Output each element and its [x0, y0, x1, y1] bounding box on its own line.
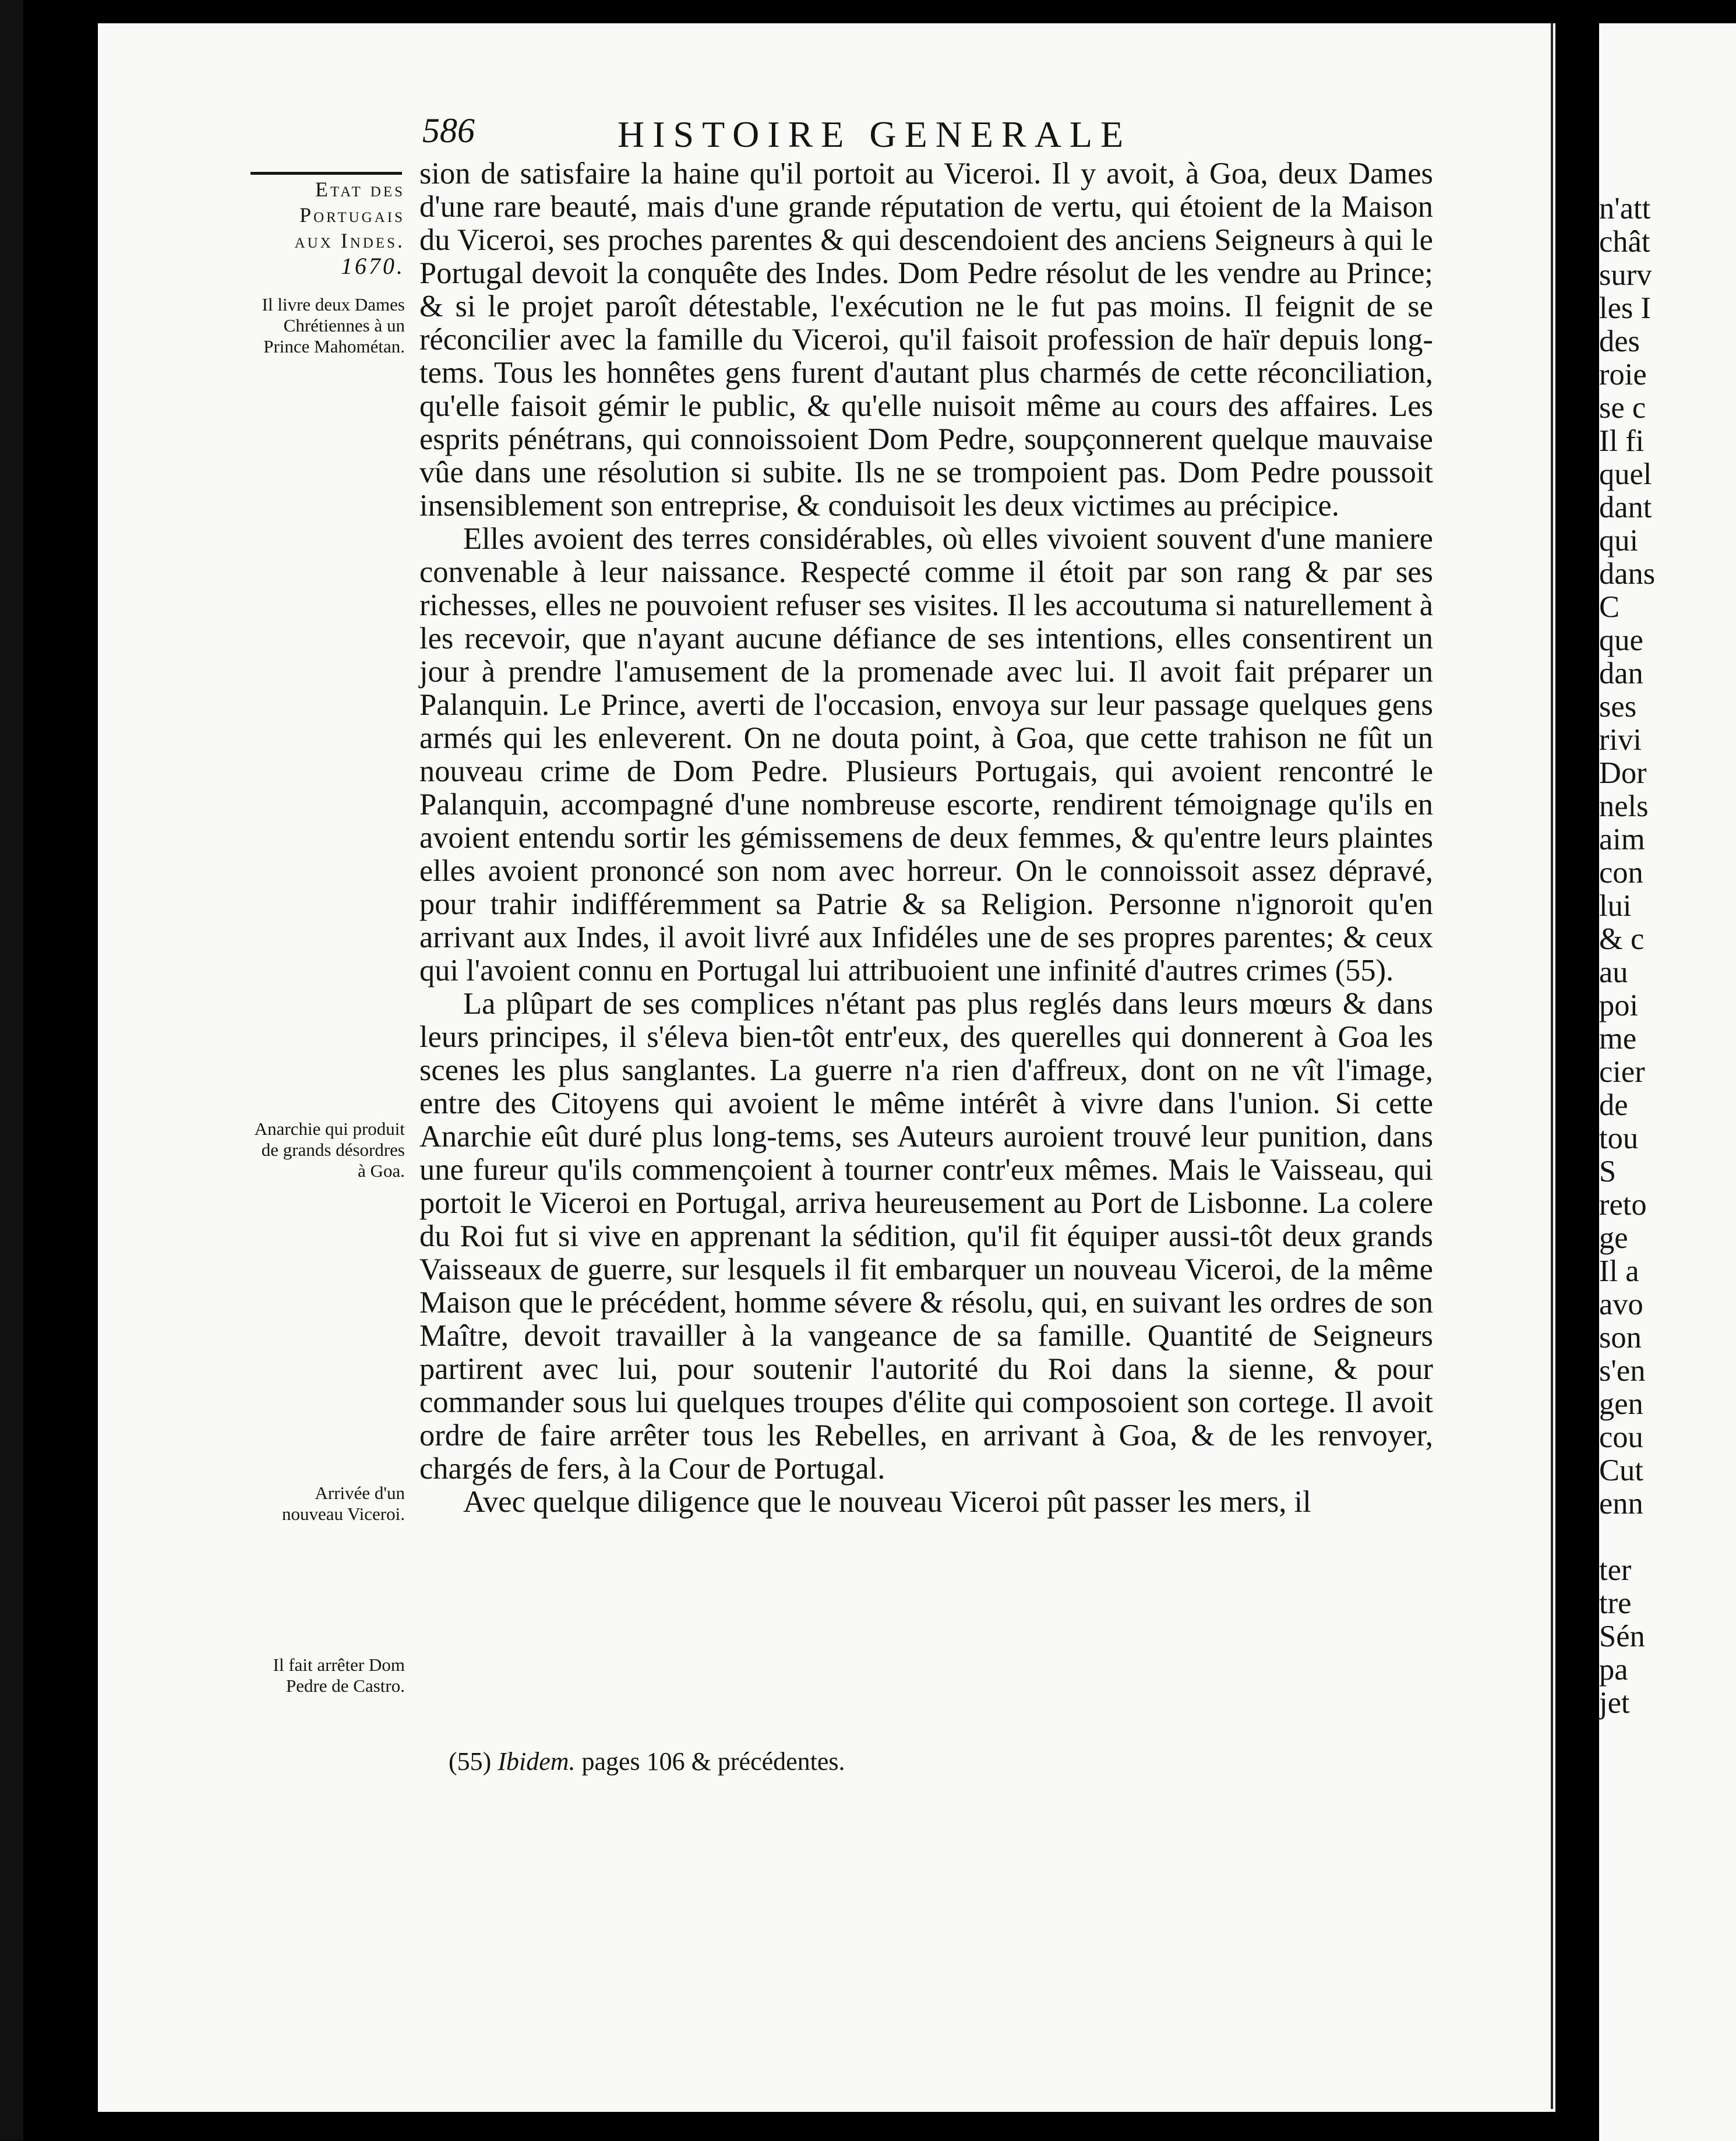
right-page-line: reto [1599, 1188, 1647, 1222]
right-page-line: tre [1599, 1586, 1632, 1620]
page-gutter [1551, 23, 1553, 2109]
right-page-line: les I [1599, 291, 1651, 325]
right-page-line: n'att [1599, 192, 1651, 225]
scan-left-border [0, 0, 23, 2140]
section-title [250, 177, 405, 279]
section-title-line: aux Indes. [294, 229, 405, 252]
right-page-text [1599, 192, 1736, 1720]
right-page-line: de [1599, 1088, 1628, 1122]
right-page-line: dant [1599, 491, 1652, 524]
right-page-line: con [1599, 856, 1643, 890]
section-title-line: Etat des [315, 178, 405, 201]
paragraph: La plûpart de ses complices n'étant pas plus reglés dans leurs mœurs & dans leurs principes, il s'éleva bien-tôt entr'eux, des querelles qui donnerent à Goa les scenes les plus sanglantes. La guerre n'a rien d'affreux, dont on ne vît l'image, entre des Citoyens qui avoient le même intérêt à vivre dans l'union. Si cette Anarchie eût duré plus long-tems, ses Auteurs auroient trouvé leur punition, dans une fureur qu'ils commençoient à tourner contr'eux mêmes. Mais le Vaisseau, qui portoit le Viceroi en Portugal, arriva heureusement au Port de Lisbonne. La colere du Roi fut si vive en apprenant la sédition, qu'il fit équiper aussi-tôt deux grands Vaisseaux de guerre, sur lesquels il fit embarquer un nouveau Viceroi, de la même Maison que le précédent, homme sévere & résolu, qui, en suivant les ordres de son Maître, devoit travailler à la vangeance de sa famille. Quantité de Seigneurs partirent avec lui, pour soutenir l'autorité du Roi dans la sienne, & pour commander sous lui quelques troupes d'élite qui composoient son cortege. Il avoit ordre de faire arrêter tous les Rebelles, en arrivant à Goa, & de les renvoyer, chargés de fers, à la Cour de Portugal. [419, 987, 1433, 1486]
right-page-line: dans [1599, 557, 1656, 591]
section-title-line: Portugais [299, 203, 405, 227]
right-page-line: enn [1599, 1487, 1643, 1521]
right-page-line: Il a [1599, 1254, 1639, 1288]
right-page-line: lui [1599, 889, 1632, 923]
margin-note-dames: Il livre deux Dames Chrétiennes à un Prince Mahométan. [262, 294, 405, 357]
right-page-line: S [1599, 1155, 1617, 1188]
right-page-line: Cut [1599, 1454, 1643, 1487]
margin-rule [250, 172, 402, 175]
margin-note-anarchie: Anarchie qui produit de grands désordres à Goa. [254, 1119, 405, 1181]
right-page-line: qui [1599, 524, 1639, 558]
footnote-number: (55) [449, 1747, 492, 1776]
footnote-ref: Ibidem. [497, 1747, 576, 1776]
margin-note-arret: Il fait arrêter Dom Pedre de Castro. [273, 1655, 405, 1696]
paragraph: Avec quelque diligence que le nouveau Viceroi pût passer les mers, il [463, 1485, 1311, 1519]
right-page-line: ge [1599, 1221, 1628, 1255]
year: 1670. [341, 253, 405, 279]
right-page-line: & c [1599, 922, 1645, 956]
right-page-line: au [1599, 955, 1628, 989]
right-page-line: poi [1599, 989, 1639, 1022]
running-title: HISTOIRE GENERALE [618, 114, 1132, 155]
right-page-line: C [1599, 590, 1620, 624]
right-page-line: Il fi [1599, 424, 1645, 458]
right-page-line: avo [1599, 1288, 1643, 1321]
paragraph: Elles avoient des terres considérables, où elles vivoient souvent d'une maniere convenable à leur naissance. Respecté comme il étoit par son rang & par ses richesses, elles ne pouvoient refuser ses visites. Il les accoutuma si naturellement à les recevoir, que n'ayant aucune défiance de ses intentions, elles consentirent un jour à prendre l'amusement de la promenade avec lui. Il avoit fait préparer un Palanquin. Le Prince, averti de l'occasion, envoya sur leur passage quelques gens armés qui les enleverent. On ne douta point, à Goa, que cette trahison ne fût un nouveau crime de Dom Pedre. Plusieurs Portugais, qui avoient rencontré le Palanquin, accompagné d'une nombreuse escorte, rendirent témoignage qu'ils en avoient entendu sortir les gémissemens de deux femmes, & qu'entre leurs plaintes elles avoient prononcé son nom avec horreur. On le connoissoit assez dépravé, pour trahir indifféremment sa Patrie & sa Religion. Personne n'ignoroit qu'en arrivant aux Indes, il avoit livré aux Infidéles une de ses propres parentes; & ceux qui l'avoient connu en Portugal lui attribuoient une infinité d'autres crimes (55). [419, 522, 1433, 987]
right-page-line: son [1599, 1321, 1642, 1355]
page-header [408, 111, 1287, 163]
footnote [449, 1747, 845, 1776]
right-page-line: pa [1599, 1653, 1628, 1687]
paragraph: sion de satisfaire la haine qu'il portoit au Viceroi. Il y avoit, à Goa, deux Dames d'une rare beauté, mais d'une grande réputation de vertu, qui étoient de la Maison du Viceroi, ses proches parentes & qui descendoient des anciens Seigneurs à qui le Portugal devoit la conquête des Indes. Dom Pedre résolut de les vendre au Prince; & si le projet paroît détestable, l'exécution ne le fut pas moins. Il feignit de se réconcilier avec la famille du Viceroi, qu'il faisoit profession de haïr depuis long-tems. Tous les honnêtes gens furent d'autant plus charmés de cette réconciliation, qu'elle faisoit gémir le public, & qu'elle nuisoit même au cours des affaires. Les esprits pénétrans, qui connoissoient Dom Pedre, soupçonnerent quelque mauvaise vûe dans une résolution si subite. Ils ne se trompoient pas. Dom Pedre poussoit insensiblement son entreprise, & conduisoit les deux victimes au précipice. [419, 157, 1433, 523]
right-page-line: jet [1599, 1686, 1630, 1720]
right-page-line: dan [1599, 657, 1643, 690]
right-page-line: roie [1599, 358, 1647, 391]
body-text [419, 157, 1433, 1519]
right-page-line: tou [1599, 1121, 1639, 1155]
page-number: 586 [422, 111, 475, 150]
footnote-text: pages 106 & précédentes. [581, 1747, 845, 1776]
right-page-line: cier [1599, 1055, 1645, 1089]
right-page-line: des [1599, 324, 1640, 358]
right-page-line: surv [1599, 258, 1652, 292]
right-page-line: me [1599, 1022, 1637, 1056]
right-page-fragment [1599, 23, 1736, 2141]
right-page-line: cou [1599, 1420, 1643, 1454]
right-page-line: gen [1599, 1387, 1643, 1421]
right-page-line [1599, 1521, 1736, 1554]
right-page-line: s'en [1599, 1354, 1646, 1388]
right-page-line: ses [1599, 690, 1637, 724]
right-page-line: ter [1599, 1553, 1632, 1587]
right-page-line: chât [1599, 225, 1650, 259]
right-page-line: Sén [1599, 1620, 1645, 1653]
right-page-line: que [1599, 623, 1643, 657]
margin-note-viceroi: Arrivée d'un nouveau Viceroi. [281, 1483, 405, 1524]
right-page-line: rivi [1599, 723, 1642, 757]
right-page-line: se c [1599, 391, 1646, 425]
right-page-line: quel [1599, 457, 1652, 491]
right-page-line: Dor [1599, 756, 1647, 790]
right-page-line: nels [1599, 789, 1649, 823]
right-page-line: aim [1599, 823, 1645, 856]
